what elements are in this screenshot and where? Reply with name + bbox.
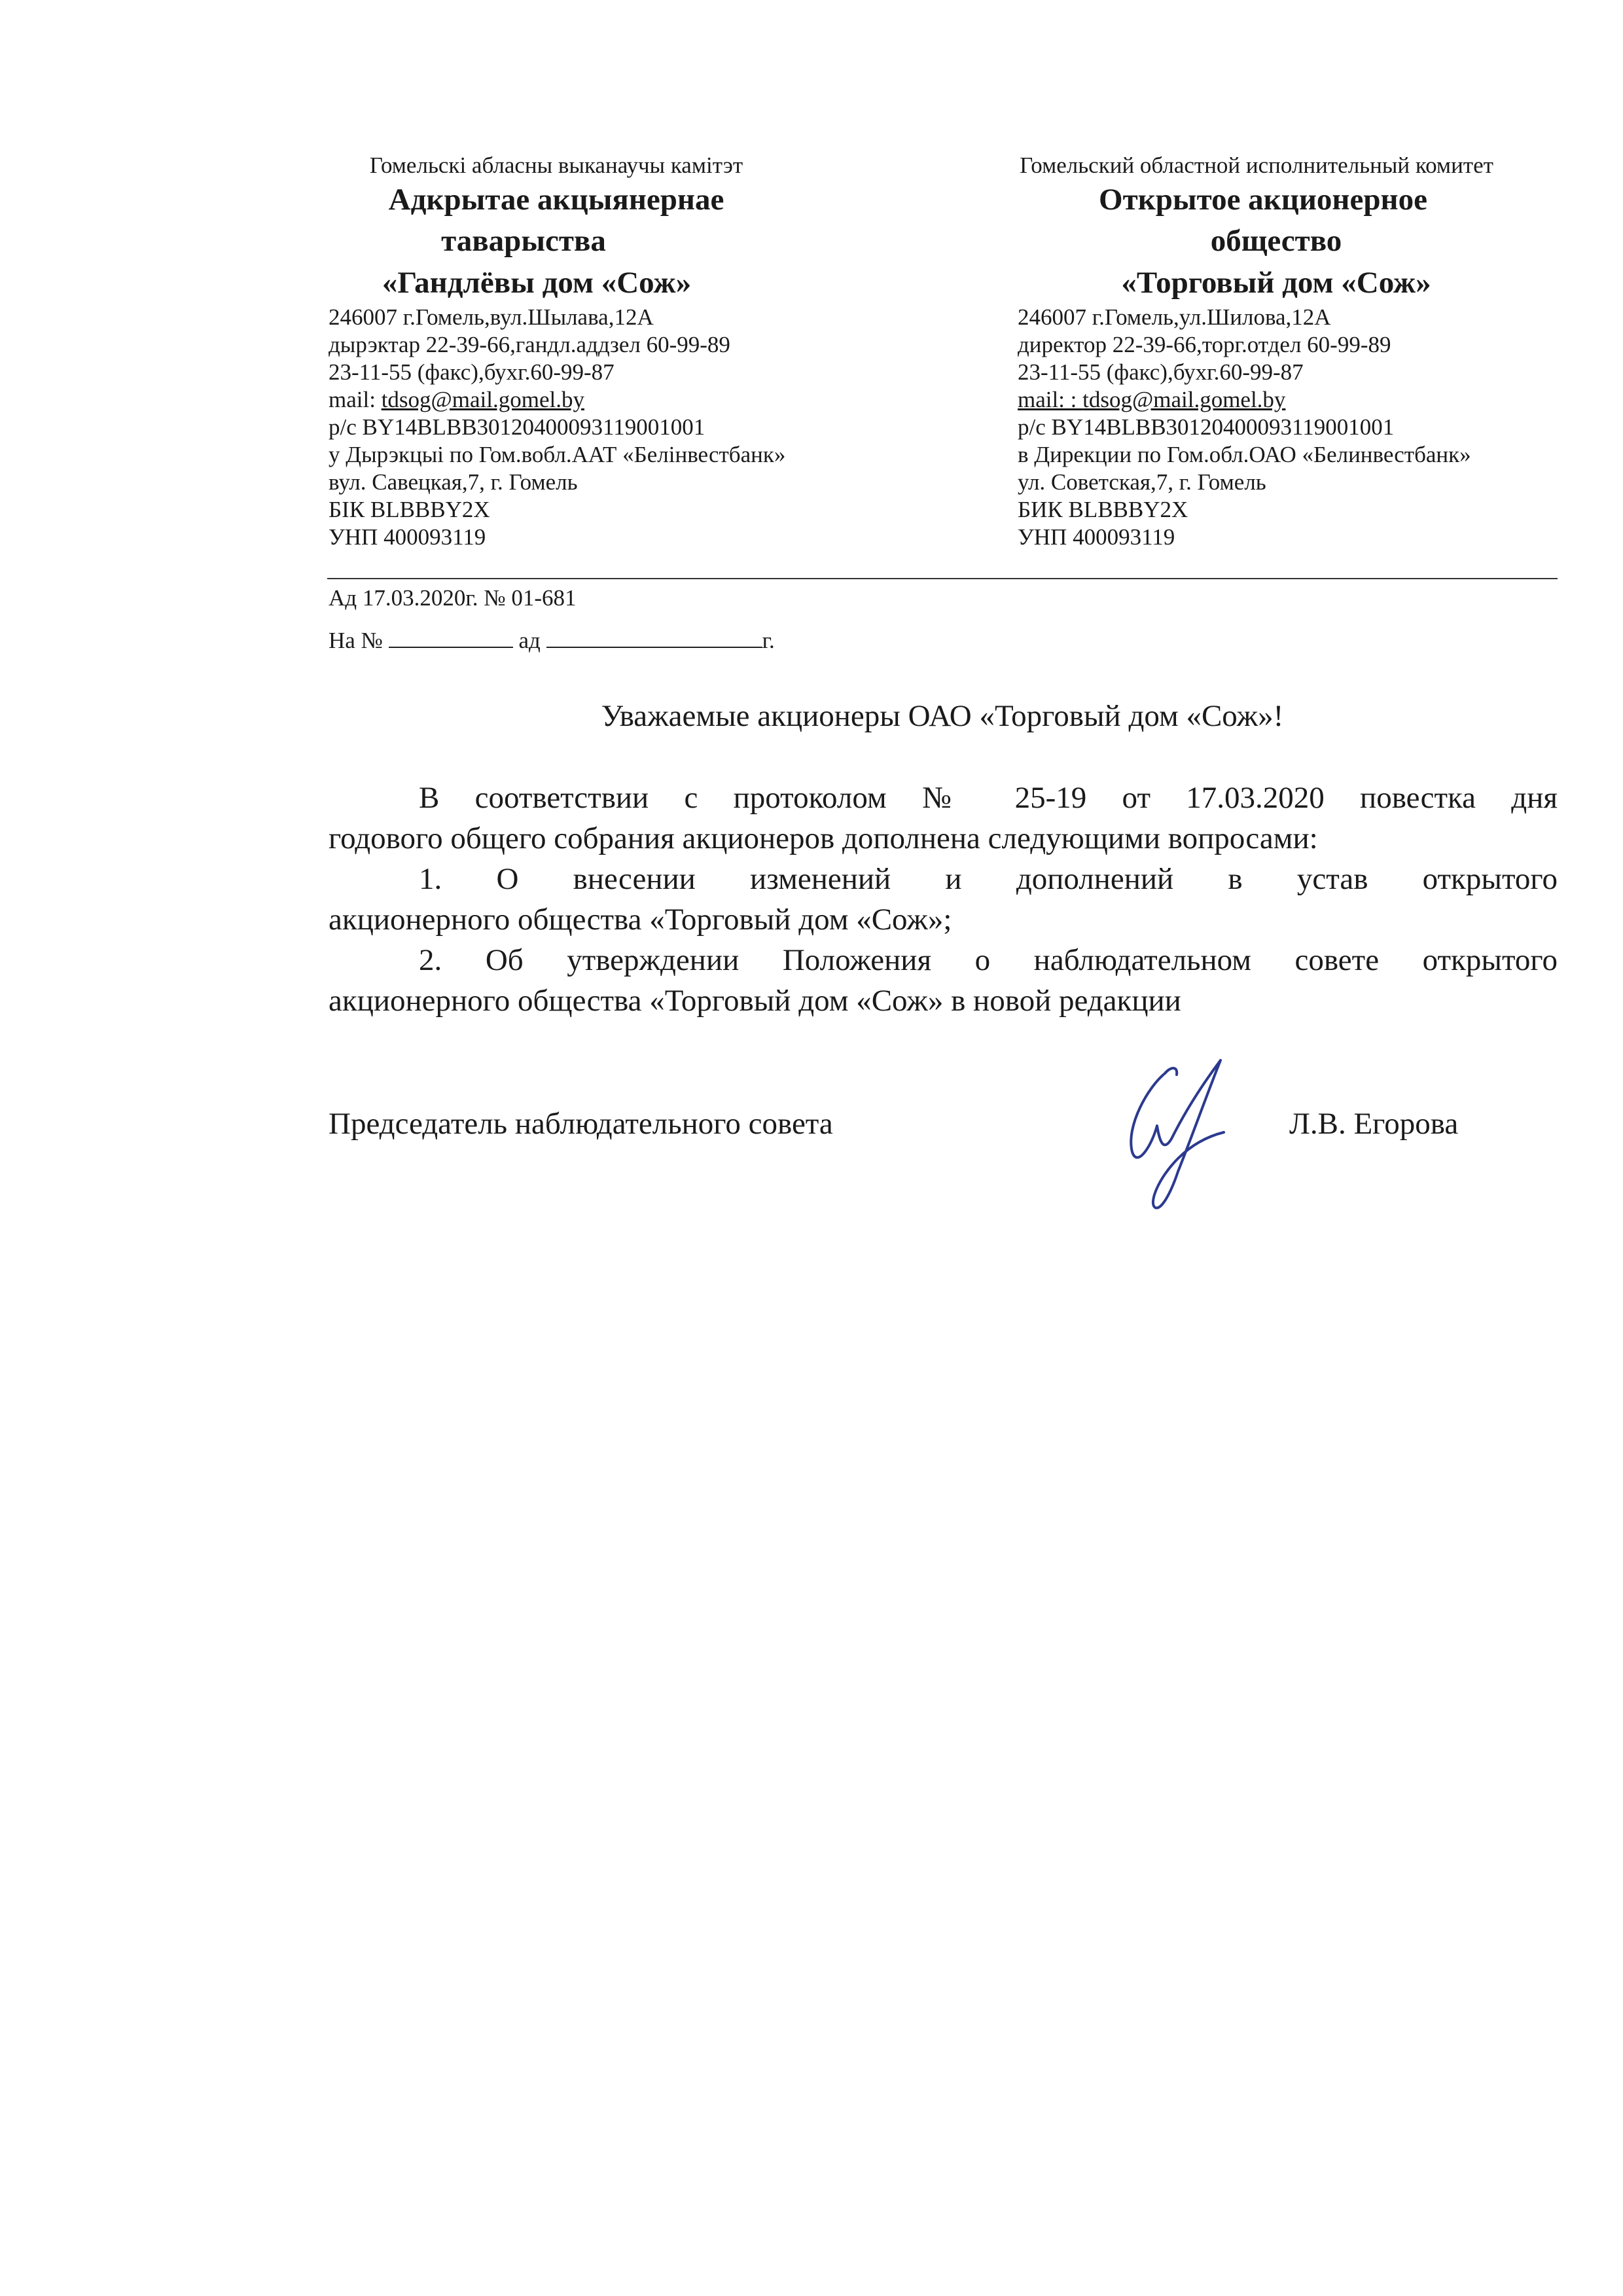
right-bik: БИК BLBBBY2X <box>1018 497 1188 522</box>
left-authority: Гомельскі абласны выканаучы камітэт <box>369 152 743 178</box>
left-bik: БІК BLBBBY2X <box>329 497 490 522</box>
item-2-line-2: акционерного общества «Торговый дом «Сож» в новой редакции <box>329 984 1181 1018</box>
right-mail-label: mail: : <box>1018 387 1083 412</box>
signatory-name: Л.В. Егорова <box>1289 1107 1459 1141</box>
intro-line-1: В соответствии с протоколом № 25-19 от 17.03.2020 повестка дня <box>419 781 1558 815</box>
left-mail-row <box>329 386 785 414</box>
left-address: 246007 г.Гомель,вул.Шылава,12А <box>329 304 654 330</box>
incoming-date-blank[interactable] <box>546 623 762 648</box>
right-unp: УНП 400093119 <box>1018 524 1175 550</box>
right-org-line-3: «Торговый дом «Сож» <box>1121 266 1431 300</box>
right-mail-row <box>1018 386 1471 414</box>
right-phones-1: директор 22-39-66,торг.отдел 60-99-89 <box>1018 332 1391 357</box>
incoming-reference <box>329 623 775 655</box>
outgoing-reference: Ад 17.03.2020г. № 01-681 <box>329 585 577 611</box>
header-divider <box>327 578 1558 579</box>
right-address: 246007 г.Гомель,ул.Шилова,12А <box>1018 304 1331 330</box>
incoming-prefix: На № <box>329 628 383 653</box>
incoming-number-blank[interactable] <box>389 623 513 648</box>
left-bank: у Дырэкцыі по Гом.вобл.ААТ «Белінвестбанк» <box>329 442 786 467</box>
right-phones-2: 23-11-55 (факс),бухг.60-99-87 <box>1018 359 1304 385</box>
left-org-line-3: «Гандлёвы дом «Сож» <box>382 266 692 300</box>
left-mail-label: mail: <box>329 387 382 412</box>
item-2-line-1: 2. Об утверждении Положения о наблюдательном совете открытого <box>419 943 1558 977</box>
right-bank: в Дирекции по Гом.обл.ОАО «Белинвестбанк» <box>1018 442 1471 467</box>
right-org-line-1: Открытое акционерное <box>1099 183 1427 217</box>
item-1-line-1: 1. О внесении изменений и дополнений в устав открытого <box>419 862 1558 896</box>
right-authority: Гомельский областной исполнительный комитет <box>1020 152 1493 178</box>
left-org-line-1: Адкрытае акцыянернае <box>388 183 724 217</box>
right-bank-address: ул. Советская,7, г. Гомель <box>1018 469 1266 495</box>
intro-line-2: годового общего собрания акционеров дополнена следующими вопросами: <box>329 821 1318 855</box>
left-requisites <box>329 304 785 551</box>
handwritten-signature-icon <box>1086 1047 1243 1217</box>
left-org-line-2: таварыства <box>441 224 606 258</box>
right-org-line-2: общество <box>1210 224 1342 258</box>
item-1-line-2: акционерного общества «Торговый дом «Сож»; <box>329 903 952 937</box>
left-phones-1: дырэктар 22-39-66,гандл.аддзел 60-99-89 <box>329 332 730 357</box>
left-account: р/с BY14BLBB30120400093119001001 <box>329 414 705 440</box>
right-mail-link[interactable]: tdsog@mail.gomel.by <box>1082 387 1286 412</box>
incoming-mid: ад <box>518 628 541 653</box>
incoming-suffix: г. <box>762 628 775 653</box>
salutation: Уважаемые акционеры ОАО «Торговый дом «Сож»! <box>601 699 1284 733</box>
signature-stroke <box>1131 1060 1224 1208</box>
left-bank-address: вул. Савецкая,7, г. Гомель <box>329 469 578 495</box>
left-phones-2: 23-11-55 (факс),бухг.60-99-87 <box>329 359 615 385</box>
left-mail-link[interactable]: tdsog@mail.gomel.by <box>381 387 584 412</box>
right-account: р/с BY14BLBB30120400093119001001 <box>1018 414 1395 440</box>
left-unp: УНП 400093119 <box>329 524 486 550</box>
right-requisites <box>1018 304 1471 551</box>
signatory-position: Председатель наблюдательного совета <box>329 1107 833 1141</box>
